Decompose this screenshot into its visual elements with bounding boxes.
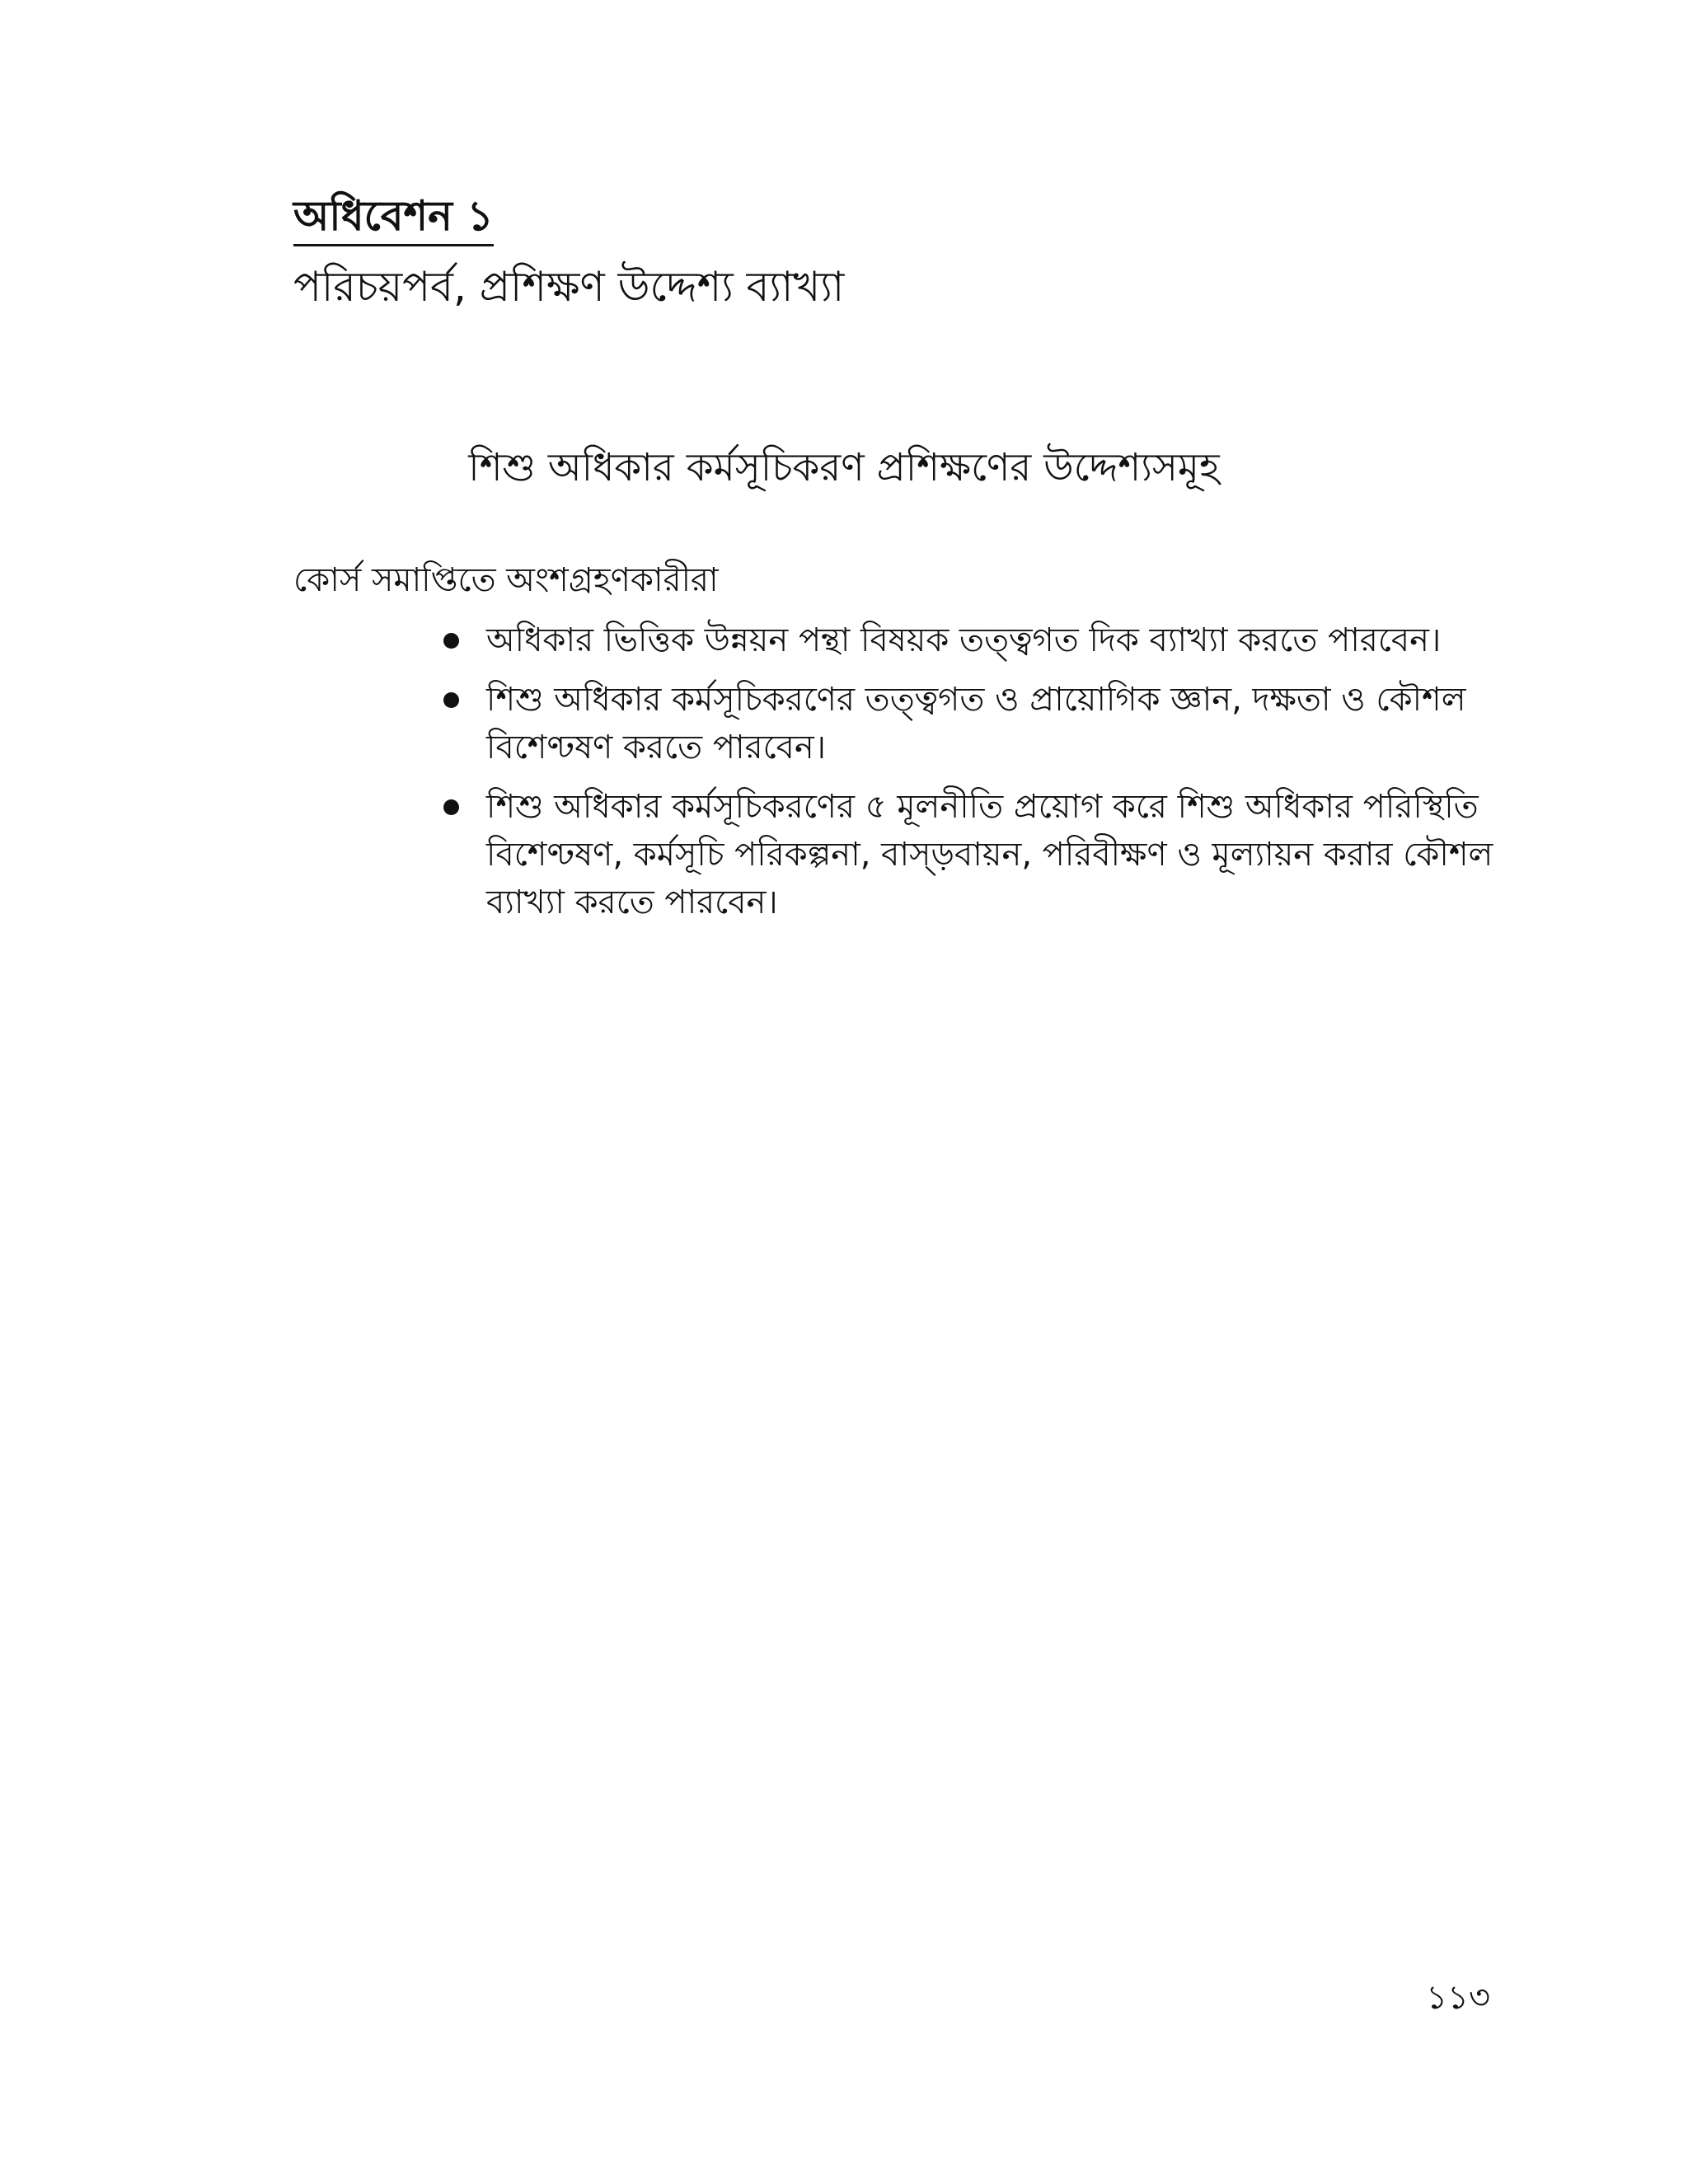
objective-item <box>429 783 1517 926</box>
objective-item <box>429 616 1517 664</box>
session-subtitle: পরিচয়পর্ব, প্রশিক্ষণ উদ্দেশ্য ব্যাখ্যা <box>293 263 845 311</box>
objectives-heading: শিশু অধিকার কর্মসূচিকরণ প্রশিক্ষণের উদ্দেশ্যসমূহ <box>468 445 1220 490</box>
objective-list <box>429 616 1517 938</box>
bullet-icon <box>443 799 459 815</box>
objective-text: অধিকার ভিত্তিক উন্নয়ন পন্থা বিষয়ক তত্ত্বগত দিক ব্যাখ্যা করতে পারবেন। <box>486 621 1442 659</box>
objectives-intro: কোর্স সমাপ্তিতে অংশগ্রহণকারীরা <box>293 561 719 599</box>
objective-text: শিশু অধিকার কর্মসূচিকরণের ৫ মূলনীতি প্রয়োগ করে শিশু অধিকার পরিস্থিতি বিশেণ্ঢষণ, কর্মসূচি পরিকল্পনা, বাস্ড়বায়ন, পরিবীক্ষণ ও মূল্যায়ন করার কৌশল ব্যাখ্যা করতে পারবেন। <box>486 788 1493 921</box>
bullet-icon <box>443 633 459 649</box>
objective-text: শিশু অধিকার কর্মসূচিকরণের তত্ত্বগত ও প্রায়োগিক জ্ঞান, দক্ষতা ও কৌশল বিশেণ্ঢষণ করতে পারবেন। <box>486 681 1466 766</box>
objective-item <box>429 676 1517 771</box>
page-number: ১১৩ <box>1426 1979 1490 2017</box>
bullet-icon <box>443 692 459 708</box>
session-title: অধিবেশন ১ <box>293 191 494 246</box>
